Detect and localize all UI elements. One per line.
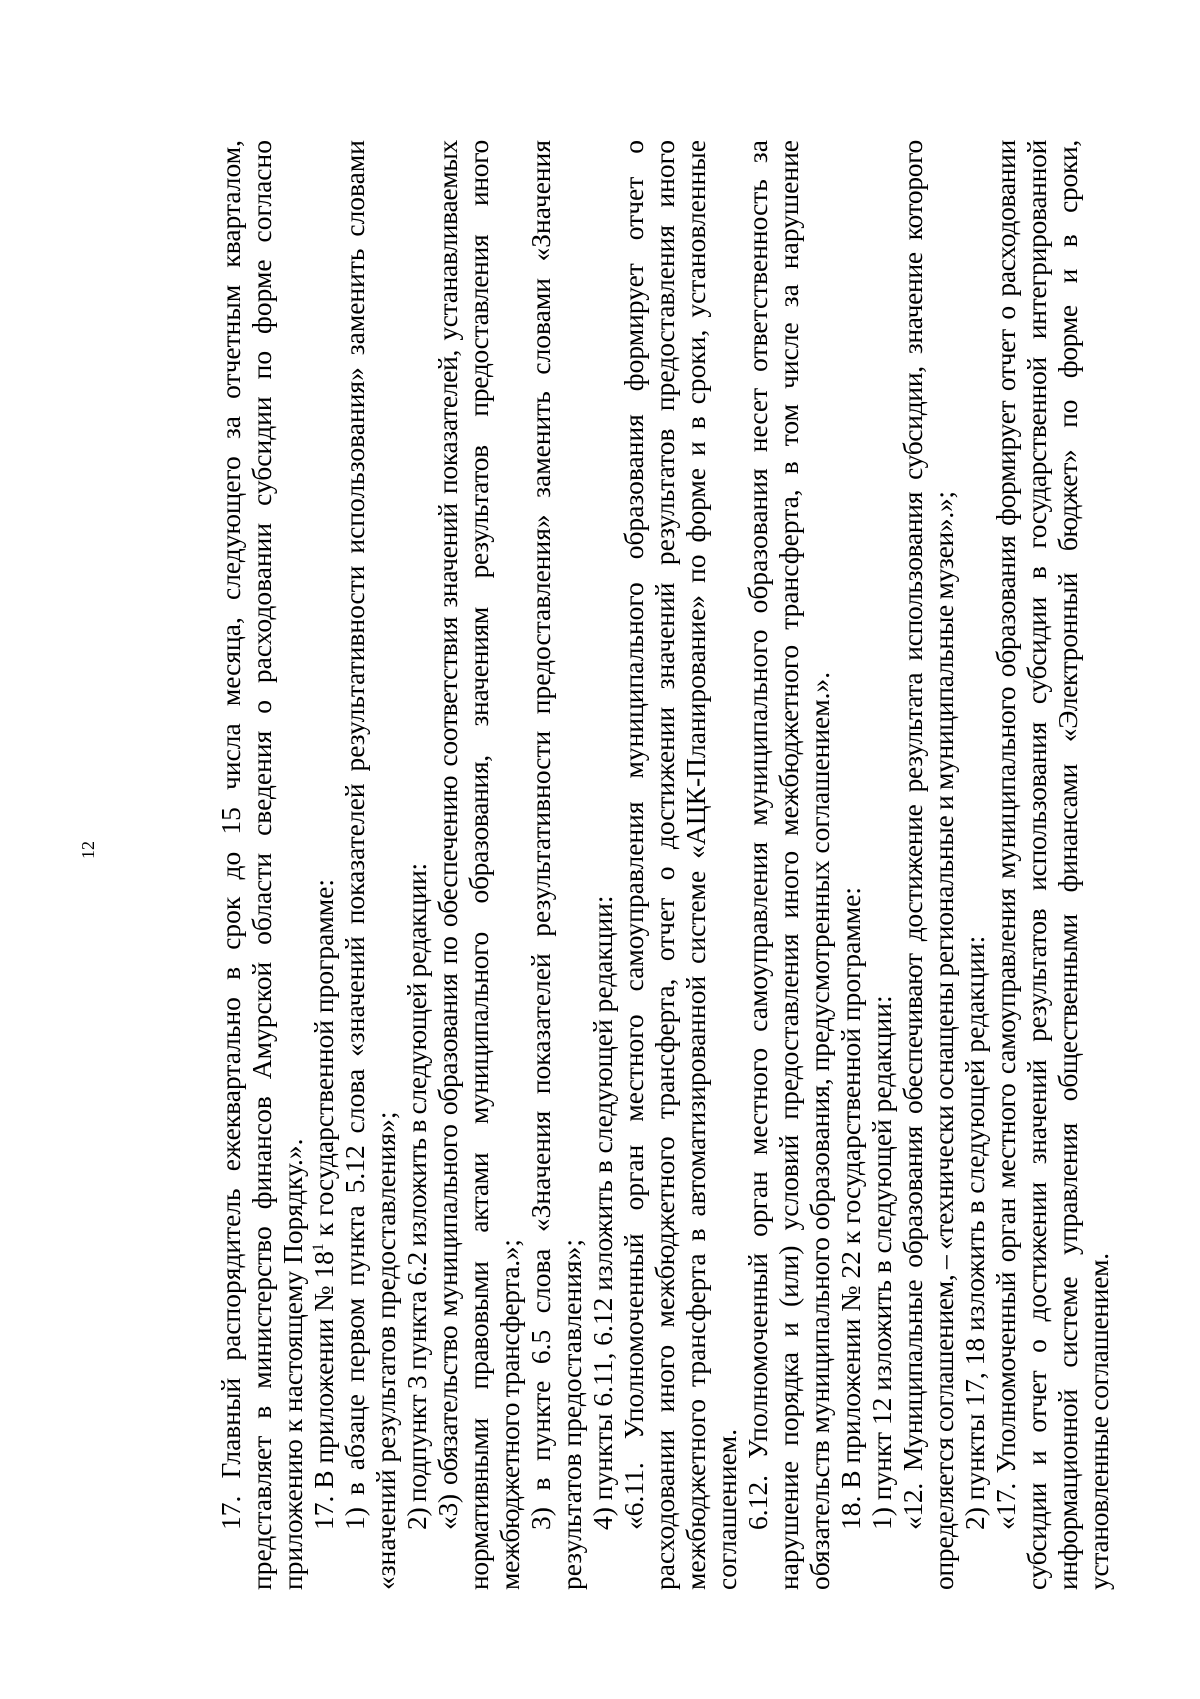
paragraph-17-prefix: 17. В приложении № 18 bbox=[308, 1251, 339, 1530]
paragraph-item-1-12: 1) пункт 12 изложить в следующей редакции: bbox=[866, 995, 897, 1530]
document-body bbox=[215, 140, 1114, 1590]
paragraph-item-4-6-11: 4) пункты 6.11, 6.12 изложить в следующей редакции: bbox=[587, 895, 618, 1530]
paragraph-quote-6-12: 6.12. Уполномоченный орган местного самоуправления муниципального образования несет ответственность за нарушение порядка и (или) условий предоставления иного межбюджетного трансферта, в том числе за нарушение обязательств муниципального образования, предусмотренных соглашением.». bbox=[742, 140, 835, 1590]
paragraph-quote-6-11: «6.11. Уполномоченный орган местного самоуправления муниципального образования формирует отчет о расходовании иного межбюджетного трансферта, отчет о достижении значений результатов предоставления иного межбюджетного трансферта в автоматизированной системе «АЦК-Планирование» по форме и в сроки, установленные соглашением. bbox=[618, 140, 742, 1590]
paragraph-17-appendix-18-1 bbox=[308, 140, 339, 1590]
paragraph-quote-12: «12. Муниципальные образования обеспечивают достижение результата использования субсидии, значение которого определяется соглашением, – «технически оснащены региональные и муниципальные музеи».»; bbox=[897, 140, 959, 1590]
paragraph-item-2-6-2: 2) подпункт 3 пункта 6.2 изложить в следующей редакции: bbox=[401, 863, 432, 1530]
paragraph-item-1-5-12: 1) в абзаце первом пункта 5.12 слова «значений показателей результативности использования» заменить словами «значений результатов предоставления»; bbox=[339, 140, 401, 1590]
superscript-1: 1 bbox=[310, 1243, 327, 1252]
paragraph-quote-3: «3) обязательство муниципального образования по обеспечению соответствия значений показателей, устанавливаемых нормативными правовыми актами муниципального образования, значениям результатов предоставления иного межбюджетного трансферта.»; bbox=[432, 140, 525, 1590]
paragraph-quote-17: «17. Уполномоченный орган местного самоуправления муниципального образования формирует отчет о расходовании субсидии и отчет о достижении значений результатов использования субсидии в государственной интегрированной информационной системе управления общественными финансами «Электронный бюджет» по форме и в сроки, установленные соглашением. bbox=[990, 140, 1114, 1590]
rotated-page bbox=[40, 40, 1200, 1660]
paragraph-item-3-6-5: 3) в пункте 6.5 слова «Значения показателей результативности предоставления» заменить словами «Значения результатов предоставления»; bbox=[525, 140, 587, 1590]
paragraph-17-report: 17. Главный распорядитель ежеквартально в срок до 15 числа месяца, следующего за отчетным кварталом, представляет в министерство финансов Амурской области сведения о расходовании субсидии по форме согласно приложению к настоящему Порядку.». bbox=[215, 140, 308, 1590]
paragraph-17-suffix: к государственной программе: bbox=[308, 878, 339, 1244]
paragraph-item-2-17-18: 2) пункты 17, 18 изложить в следующей редакции: bbox=[959, 935, 990, 1530]
page-number: 12 bbox=[78, 841, 98, 859]
paragraph-18-appendix-22: 18. В приложении № 22 к государственной программе: bbox=[835, 886, 866, 1530]
